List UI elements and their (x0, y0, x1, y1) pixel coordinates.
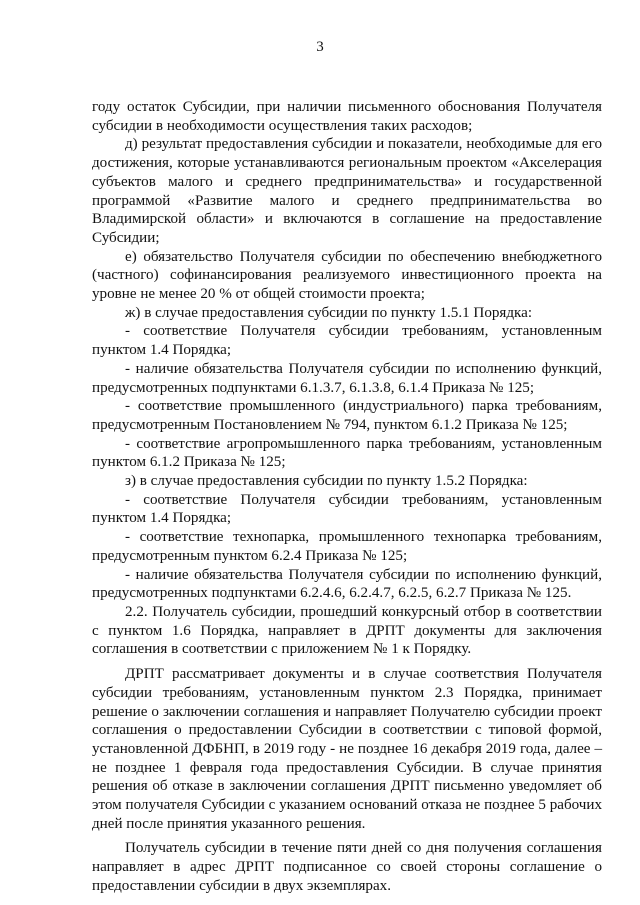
paragraph-recipient-signs: Получатель субсидии в течение пяти дней со дня получения соглашения направляет в адрес ДРПТ подписанное со своей стороны соглашение о предоставлении субсидии в двух экземплярах. (92, 840, 602, 894)
list-item: - соответствие Получателя субсидии требованиям, установленным пунктом 1.4 Порядка; (92, 491, 602, 527)
document-body (92, 98, 602, 896)
list-item: - наличие обязательства Получателя субсидии по исполнению функций, предусмотренных подпунктами 6.2.4.6, 6.2.4.7, 6.2.5, 6.2.7 Приказа № 125. (92, 566, 602, 602)
paragraph-2-2: 2.2. Получатель субсидии, прошедший конкурсный отбор в соответствии с пунктом 1.6 Порядка, направляет в ДРПТ документы для заключения соглашения в соответствии с приложением № 1 к Порядку. (92, 603, 602, 658)
list-item: - соответствие Получателя субсидии требованиям, установленным пунктом 1.4 Порядка; (92, 323, 602, 359)
page-number: 3 (316, 39, 324, 55)
list-item: - наличие обязательства Получателя субсидии по исполнению функций, предусмотренных подпунктами 6.1.3.7, 6.1.3.8, 6.1.4 Приказа № 125; (92, 360, 602, 396)
list-item: - соответствие агропромышленного парка требованиям, установленным пунктом 6.1.2 Приказа № 125; (92, 435, 602, 471)
paragraph-item-z: з) в случае предоставления субсидии по пункту 1.5.2 Порядка: (125, 473, 528, 490)
list-item: - соответствие технопарка, промышленного технопарка требованиям, предусмотренным пунктом 6.2.4 Приказа № 125; (92, 529, 602, 564)
list-item: - соответствие промышленного (индустриального) парка требованиям, предусмотренным Постановлением № 794, пунктом 6.1.2 Приказа № 125; (92, 398, 602, 433)
paragraph-continuation: году остаток Субсидии, при наличии письменного обоснования Получателя субсидии в необходимости осуществления таких расходов; (92, 99, 602, 134)
paragraph-item-e: е) обязательство Получателя субсидии по обеспечению внебюджетного (частного) софинансирования реализуемого инвестиционного проекта на уровне не менее 20 % от общей стоимости проекта; (92, 248, 602, 303)
paragraph-drpt-review: ДРПТ рассматривает документы и в случае соответствия Получателя субсидии требованиям, установленным пунктом 2.3 Порядка, принимает решение о заключении соглашения и направляет Получателю субсидии проект соглашения о предоставлении Субсидии в соответствии с типовой формой, установленной ДФБНП, в 2019 году - не позднее 16 декабря 2019 года, далее – не позднее 1 февраля года предоставления Субсидии. В случае принятия решения об отказе в заключении соглашения ДРПТ письменно уведомляет об этом получателя Субсидии с указанием оснований отказа не позднее 5 рабочих дней после принятия указанного решения. (92, 666, 602, 832)
paragraph-item-d: д) результат предоставления субсидии и показатели, необходимые для его достижения, которые устанавливаются региональным проектом «Акселерация субъектов малого и среднего предпринимательства» и государственной программой «Развитие малого и среднего предпринимательства во Владимирской области» и включаются в соглашение на предоставление Субсидии; (92, 136, 602, 246)
paragraph-item-zh: ж) в случае предоставления субсидии по пункту 1.5.1 Порядка: (125, 304, 533, 321)
